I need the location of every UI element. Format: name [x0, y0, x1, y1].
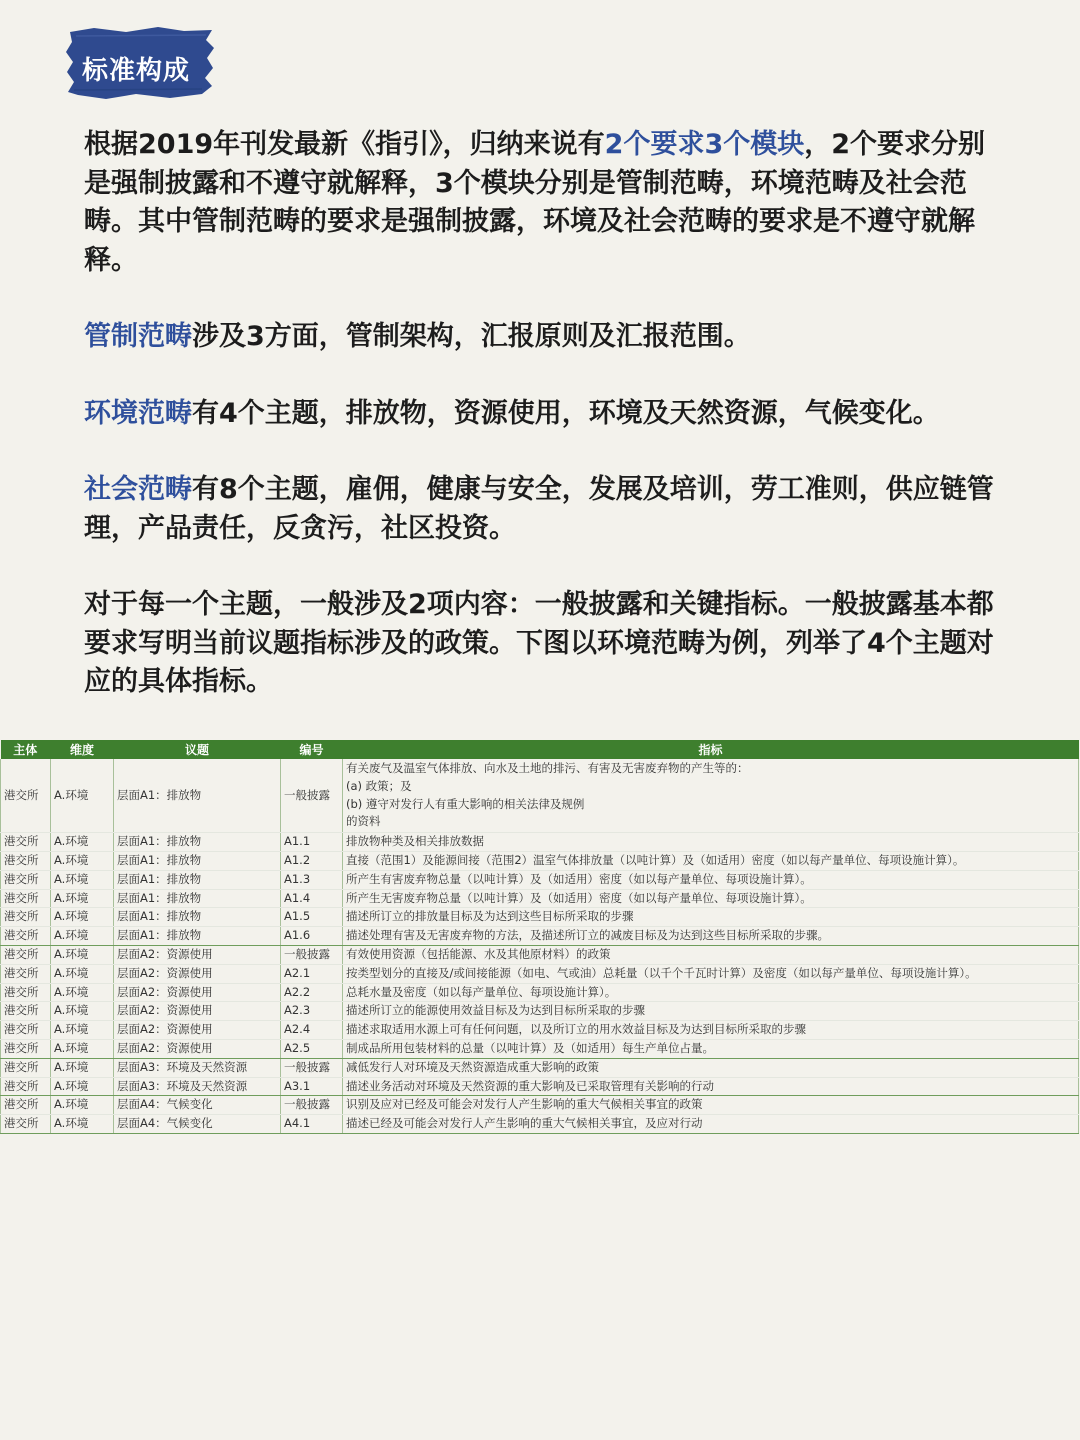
text-span: ，2个要求分别是强制披露和不遵守就解释，3个模块分别是管制范畴，环境范畴及社会范畴。其中管制范畴的要求是强制披露，环境及社会范畴的要求是不遵守就解释。 [84, 129, 986, 276]
table-row [1, 1096, 1079, 1115]
cell-dimension: A.环境 [51, 759, 114, 833]
cell-code: A2.1 [281, 964, 343, 983]
section-tag [66, 26, 216, 100]
cell-indicator: 描述业务活动对环境及天然资源的重大影响及已采取管理有关影响的行动 [343, 1077, 1079, 1096]
cell-dimension: A.环境 [51, 833, 114, 852]
table-row [1, 1021, 1079, 1040]
cell-entity: 港交所 [1, 759, 51, 833]
header-entity: 主体 [1, 740, 51, 759]
cell-code: 一般披露 [281, 1058, 343, 1077]
cell-entity: 港交所 [1, 945, 51, 964]
cell-entity: 港交所 [1, 1039, 51, 1058]
cell-code: A2.2 [281, 983, 343, 1002]
header-topic: 议题 [114, 740, 281, 759]
cell-indicator: 总耗水量及密度（如以每产量单位、每项设施计算）。 [343, 983, 1079, 1002]
paragraph-environment [84, 395, 1004, 434]
cell-code: A1.4 [281, 889, 343, 908]
cell-indicator: 描述已经及可能会对发行人产生影响的重大气候相关事宜，及应对行动 [343, 1115, 1079, 1134]
cell-topic: 层面A1：排放物 [114, 908, 281, 927]
cell-entity: 港交所 [1, 833, 51, 852]
table-row [1, 1058, 1079, 1077]
cell-topic: 层面A2：资源使用 [114, 1039, 281, 1058]
cell-dimension: A.环境 [51, 1058, 114, 1077]
table-row [1, 927, 1079, 946]
cell-code: A4.1 [281, 1115, 343, 1134]
cell-dimension: A.环境 [51, 870, 114, 889]
table-row [1, 945, 1079, 964]
cell-dimension: A.环境 [51, 945, 114, 964]
cell-topic: 层面A2：资源使用 [114, 964, 281, 983]
cell-code: A1.5 [281, 908, 343, 927]
cell-code: A3.1 [281, 1077, 343, 1096]
cell-topic: 层面A2：资源使用 [114, 945, 281, 964]
cell-topic: 层面A2：资源使用 [114, 1002, 281, 1021]
cell-code: A1.2 [281, 851, 343, 870]
cell-topic: 层面A1：排放物 [114, 889, 281, 908]
header-dimension: 维度 [51, 740, 114, 759]
cell-entity: 港交所 [1, 1002, 51, 1021]
cell-dimension: A.环境 [51, 889, 114, 908]
table-row [1, 759, 1079, 833]
cell-topic: 层面A2：资源使用 [114, 983, 281, 1002]
header-indicator: 指标 [343, 740, 1079, 759]
cell-dimension: A.环境 [51, 908, 114, 927]
cell-indicator: 制成品所用包装材料的总量（以吨计算）及（如适用）每生产单位占量。 [343, 1039, 1079, 1058]
cell-code: 一般披露 [281, 1096, 343, 1115]
cell-indicator: 所产生有害废弃物总量（以吨计算）及（如适用）密度（如以每产量单位、每项设施计算）。 [343, 870, 1079, 889]
cell-topic: 层面A1：排放物 [114, 870, 281, 889]
cell-indicator: 有效使用资源（包括能源、水及其他原材料）的政策 [343, 945, 1079, 964]
table-row [1, 908, 1079, 927]
cell-code: 一般披露 [281, 759, 343, 833]
table-row [1, 1039, 1079, 1058]
cell-indicator: 直接（范围1）及能源间接（范围2）温室气体排放量（以吨计算）及（如适用）密度（如以每产量单位、每项设施计算）。 [343, 851, 1079, 870]
cell-indicator: 描述处理有害及无害废弃物的方法，及描述所订立的减废目标及为达到这些目标所采取的步骤。 [343, 927, 1079, 946]
cell-dimension: A.环境 [51, 964, 114, 983]
indicator-line: 有关废气及温室气体排放、向水及土地的排污、有害及无害废弃物的产生等的： [346, 761, 749, 775]
table-row [1, 870, 1079, 889]
table-row [1, 964, 1079, 983]
cell-dimension: A.环境 [51, 927, 114, 946]
cell-topic: 层面A3：环境及天然资源 [114, 1077, 281, 1096]
header-code: 编号 [281, 740, 343, 759]
cell-entity: 港交所 [1, 1077, 51, 1096]
cell-dimension: A.环境 [51, 1096, 114, 1115]
indicator-line: (b) 遵守对发行人有重大影响的相关法律及规例 [346, 796, 585, 811]
indicator-table-container [0, 740, 1080, 1134]
cell-dimension: A.环境 [51, 1002, 114, 1021]
text-span: 涉及3方面，管制架构，汇报原则及汇报范围。 [192, 321, 751, 352]
cell-indicator: 描述所订立的能源使用效益目标及为达到目标所采取的步骤 [343, 1002, 1079, 1021]
cell-dimension: A.环境 [51, 1021, 114, 1040]
highlight-environment: 环境范畴 [84, 397, 192, 429]
cell-topic: 层面A2：资源使用 [114, 1021, 281, 1040]
indicator-line: 的资料 [346, 814, 381, 829]
cell-entity: 港交所 [1, 927, 51, 946]
table-row [1, 1002, 1079, 1021]
text-span: 有4个主题，排放物，资源使用，环境及天然资源，气候变化。 [192, 397, 940, 429]
cell-entity: 港交所 [1, 1058, 51, 1077]
section-title: 标准构成 [82, 56, 191, 86]
cell-indicator: 排放物种类及相关排放数据 [343, 833, 1079, 852]
cell-dimension: A.环境 [51, 1077, 114, 1096]
cell-code: A2.5 [281, 1039, 343, 1058]
highlight-requirements-modules: 2个要求3个模块 [604, 129, 805, 160]
cell-entity: 港交所 [1, 983, 51, 1002]
table-header-row [1, 740, 1079, 759]
cell-dimension: A.环境 [51, 1115, 114, 1134]
cell-entity: 港交所 [1, 964, 51, 983]
cell-topic: 层面A4：气候变化 [114, 1096, 281, 1115]
highlight-social: 社会范畴 [84, 474, 192, 505]
cell-entity: 港交所 [1, 1096, 51, 1115]
cell-topic: 层面A1：排放物 [114, 759, 281, 833]
table-row [1, 833, 1079, 852]
cell-dimension: A.环境 [51, 1039, 114, 1058]
text-span: 有8个主题，雇佣，健康与安全，发展及培训，劳工准则，供应链管理，产品责任，反贪污，社区投资。 [84, 474, 994, 544]
cell-dimension: A.环境 [51, 983, 114, 1002]
cell-code: A2.4 [281, 1021, 343, 1040]
paragraph-social [84, 471, 1004, 548]
paragraph-overview [84, 126, 1004, 280]
cell-topic: 层面A1：排放物 [114, 833, 281, 852]
table-row [1, 1115, 1079, 1134]
cell-entity: 港交所 [1, 908, 51, 927]
article-body [84, 126, 1004, 702]
cell-indicator: 描述求取适用水源上可有任何问题，以及所订立的用水效益目标及为达到目标所采取的步骤 [343, 1021, 1079, 1040]
cell-code: A1.1 [281, 833, 343, 852]
cell-entity: 港交所 [1, 889, 51, 908]
table-row [1, 889, 1079, 908]
cell-indicator: 所产生无害废弃物总量（以吨计算）及（如适用）密度（如以每产量单位、每项设施计算）。 [343, 889, 1079, 908]
cell-code: A1.6 [281, 927, 343, 946]
text-span: 根据2019年刊发最新《指引》，归纳来说有 [84, 129, 605, 160]
cell-indicator: 描述所订立的排放量目标及为达到这些目标所采取的步骤 [343, 908, 1079, 927]
table-row [1, 1077, 1079, 1096]
cell-entity: 港交所 [1, 851, 51, 870]
cell-entity: 港交所 [1, 870, 51, 889]
cell-entity: 港交所 [1, 1115, 51, 1134]
cell-indicator: 按类型划分的直接及/或间接能源（如电、气或油）总耗量（以千个千瓦时计算）及密度（如以每产量单位、每项设施计算）。 [343, 964, 1079, 983]
table-row [1, 851, 1079, 870]
indicator-table [0, 740, 1079, 1134]
cell-dimension: A.环境 [51, 851, 114, 870]
cell-topic: 层面A4：气候变化 [114, 1115, 281, 1134]
cell-code: 一般披露 [281, 945, 343, 964]
indicator-line: (a) 政策；及 [346, 778, 412, 793]
paragraph-governance [84, 318, 1004, 357]
cell-topic: 层面A1：排放物 [114, 927, 281, 946]
paragraph-topics: 对于每一个主题，一般涉及2项内容：一般披露和关键指标。一般披露基本都要求写明当前议题指标涉及的政策。下图以环境范畴为例，列举了4个主题对应的具体指标。 [84, 589, 994, 697]
cell-indicator [343, 759, 1079, 833]
cell-code: A1.3 [281, 870, 343, 889]
cell-indicator: 识别及应对已经及可能会对发行人产生影响的重大气候相关事宜的政策 [343, 1096, 1079, 1115]
cell-topic: 层面A1：排放物 [114, 851, 281, 870]
table-row [1, 983, 1079, 1002]
cell-code: A2.3 [281, 1002, 343, 1021]
cell-topic: 层面A3：环境及天然资源 [114, 1058, 281, 1077]
highlight-governance: 管制范畴 [84, 321, 192, 352]
cell-indicator: 减低发行人对环境及天然资源造成重大影响的政策 [343, 1058, 1079, 1077]
cell-entity: 港交所 [1, 1021, 51, 1040]
